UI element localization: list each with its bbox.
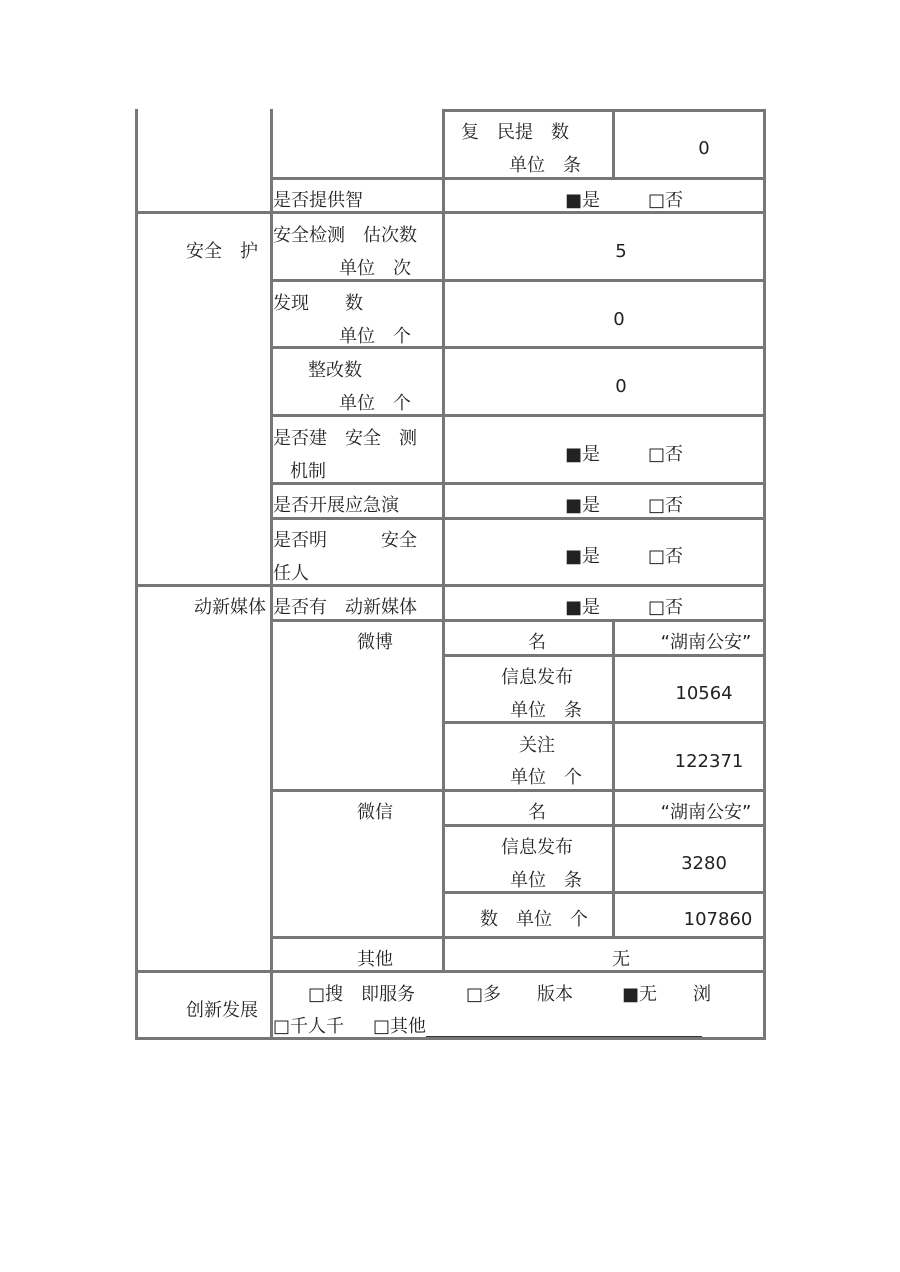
wechat-posts-label: 信息发布 bbox=[501, 837, 573, 858]
yes-label: 是 bbox=[582, 444, 601, 465]
rule bbox=[271, 414, 765, 417]
inspect-unit: 单位 次 bbox=[339, 258, 411, 279]
wechat-count-value: 107860 bbox=[683, 909, 753, 930]
wechat-count-label: 数 单位 个 bbox=[480, 909, 588, 930]
rule bbox=[443, 824, 765, 827]
rule bbox=[442, 109, 445, 973]
weibo-platform: 微博 bbox=[357, 632, 393, 653]
rule bbox=[443, 109, 765, 112]
rule bbox=[271, 936, 765, 939]
mechanism-label-2: 机制 bbox=[290, 461, 326, 482]
option-label: 多 版本 bbox=[483, 984, 574, 1005]
rule bbox=[443, 891, 765, 894]
mechanism-yes bbox=[565, 445, 600, 465]
responsible-label-2: 任人 bbox=[273, 563, 309, 584]
checkbox-empty-icon: □ bbox=[648, 495, 666, 516]
innovation-option-search bbox=[308, 985, 415, 1005]
mechanism-label: 是否建 安全 测 bbox=[273, 428, 417, 449]
innovation-option-other bbox=[373, 1017, 702, 1037]
rule bbox=[135, 1037, 765, 1040]
rule bbox=[271, 177, 765, 180]
provide-smart-no bbox=[648, 191, 683, 211]
responsible-label: 是否明 安全 bbox=[273, 530, 417, 551]
wechat-posts-unit: 单位 条 bbox=[510, 870, 582, 891]
wechat-posts-value: 3280 bbox=[681, 853, 727, 874]
wechat-platform: 微信 bbox=[357, 802, 393, 823]
wechat-name-value: “湖南公安” bbox=[660, 802, 752, 823]
checkbox-empty-icon: □ bbox=[648, 190, 666, 211]
checkbox-checked-icon: ■ bbox=[622, 984, 640, 1005]
rule bbox=[443, 721, 765, 724]
weibo-name-value: “湖南公安” bbox=[660, 632, 752, 653]
has-media-yes bbox=[565, 598, 600, 618]
provide-smart-label: 是否提供智 bbox=[273, 190, 363, 211]
yes-label: 是 bbox=[582, 597, 601, 618]
option-label: 其他 bbox=[390, 1016, 427, 1037]
rule bbox=[612, 109, 615, 180]
rule bbox=[443, 654, 765, 657]
reply-count-label: 复 民提 数 bbox=[461, 122, 569, 143]
checkbox-empty-icon: □ bbox=[466, 984, 484, 1005]
no-label: 否 bbox=[665, 444, 684, 465]
no-label: 否 bbox=[665, 190, 684, 211]
found-label: 发现 数 bbox=[273, 293, 363, 314]
mechanism-no bbox=[648, 445, 683, 465]
responsible-no bbox=[648, 547, 683, 567]
rule bbox=[271, 482, 765, 485]
option-label: 无 浏 bbox=[639, 984, 712, 1005]
checkbox-empty-icon: □ bbox=[308, 984, 326, 1005]
rectify-label: 整改数 bbox=[308, 360, 362, 381]
reply-count-value: 0 bbox=[698, 138, 710, 159]
weibo-posts-label: 信息发布 bbox=[501, 667, 573, 688]
checkbox-empty-icon: □ bbox=[648, 444, 666, 465]
drill-yes bbox=[565, 496, 600, 516]
checkbox-empty-icon: □ bbox=[648, 546, 666, 567]
other-label: 其他 bbox=[357, 949, 393, 970]
checkbox-checked-icon: ■ bbox=[565, 444, 583, 465]
innovation-option-accessible bbox=[622, 985, 711, 1005]
rectify-unit: 单位 个 bbox=[339, 393, 411, 414]
checkbox-checked-icon: ■ bbox=[565, 597, 583, 618]
drill-label: 是否开展应急演 bbox=[273, 495, 399, 516]
checkbox-checked-icon: ■ bbox=[565, 546, 583, 567]
innovation-section-title: 创新发展 bbox=[186, 1000, 258, 1021]
yes-label: 是 bbox=[582, 546, 601, 567]
has-media-no bbox=[648, 598, 683, 618]
no-label: 否 bbox=[665, 597, 684, 618]
responsible-yes bbox=[565, 547, 600, 567]
weibo-follow-unit: 单位 个 bbox=[510, 767, 582, 788]
weibo-posts-value: 10564 bbox=[675, 683, 733, 704]
option-label: 千人千 bbox=[290, 1016, 345, 1037]
reply-count-unit: 单位 条 bbox=[509, 155, 581, 176]
rule bbox=[763, 109, 766, 1040]
provide-smart-yes bbox=[565, 191, 600, 211]
rule bbox=[135, 211, 765, 214]
found-value: 0 bbox=[613, 309, 625, 330]
media-section-title: 动新媒体 bbox=[194, 597, 266, 618]
option-label: 搜 即服务 bbox=[325, 984, 416, 1005]
found-unit: 单位 个 bbox=[339, 326, 411, 347]
weibo-name-label: 名 bbox=[528, 632, 546, 653]
innovation-option-multi-version bbox=[466, 985, 573, 1005]
rectify-value: 0 bbox=[615, 376, 627, 397]
inspect-value: 5 bbox=[615, 241, 627, 262]
has-media-label: 是否有 动新媒体 bbox=[273, 597, 417, 618]
other-underline bbox=[426, 1018, 702, 1037]
inspect-label: 安全检测 估次数 bbox=[273, 225, 417, 246]
weibo-posts-unit: 单位 条 bbox=[510, 700, 582, 721]
checkbox-checked-icon: ■ bbox=[565, 190, 583, 211]
checkbox-empty-icon: □ bbox=[373, 1016, 391, 1037]
drill-no bbox=[648, 496, 683, 516]
rule bbox=[271, 789, 765, 792]
security-section-title: 安全 护 bbox=[186, 241, 258, 262]
checkbox-empty-icon: □ bbox=[273, 1016, 291, 1037]
rule bbox=[271, 279, 765, 282]
no-label: 否 bbox=[665, 495, 684, 516]
innovation-option-personalized bbox=[273, 1017, 344, 1037]
weibo-follow-value: 122371 bbox=[674, 751, 744, 772]
rule bbox=[271, 619, 765, 622]
weibo-follow-label: 关注 bbox=[519, 735, 555, 756]
rule bbox=[135, 584, 765, 587]
other-value: 无 bbox=[612, 949, 630, 970]
yes-label: 是 bbox=[582, 495, 601, 516]
rule bbox=[135, 970, 765, 973]
checkbox-checked-icon: ■ bbox=[565, 495, 583, 516]
wechat-name-label: 名 bbox=[528, 802, 546, 823]
rule bbox=[135, 109, 138, 1040]
yes-label: 是 bbox=[582, 190, 601, 211]
rule bbox=[271, 517, 765, 520]
checkbox-empty-icon: □ bbox=[648, 597, 666, 618]
rule bbox=[612, 619, 615, 939]
no-label: 否 bbox=[665, 546, 684, 567]
